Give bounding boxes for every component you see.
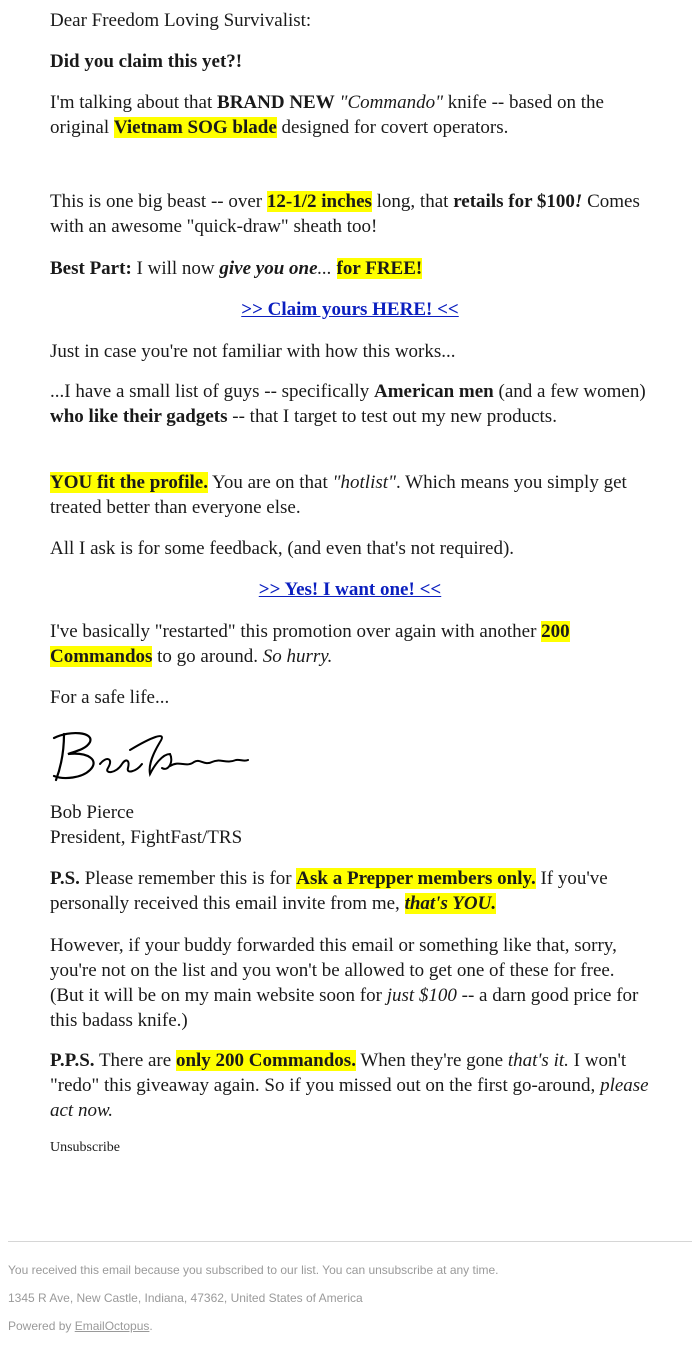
highlight-length: 12-1/2 inches [266, 191, 372, 212]
profile-paragraph: YOU fit the profile. You are on that "hotlist". Which means you simply get treated better than everyone else. [50, 472, 627, 518]
footer-address: 1345 R Ave, New Castle, Indiana, 47362, United States of America [8, 1291, 363, 1305]
want-one-link[interactable]: >> Yes! I want one! << [258, 579, 442, 600]
unsubscribe-link[interactable]: Unsubscribe [50, 1140, 120, 1155]
ps-paragraph: P.S. Please remember this is for Ask a Prepper members only. If you've personally received this email invite from me, that's YOU. [50, 868, 608, 914]
highlight-only-200: only 200 Commandos. [175, 1050, 356, 1071]
footer-powered-by: Powered by EmailOctopus. [8, 1319, 153, 1333]
signer-name: Bob Pierce [50, 802, 134, 823]
highlight-thats-you: that's YOU. [404, 893, 497, 914]
greeting: Dear Freedom Loving Survivalist: [50, 10, 312, 31]
highlight-members-only: Ask a Prepper members only. [296, 868, 536, 889]
knife-details-paragraph: This is one big beast -- over 12-1/2 inches long, that retails for $100! Comes with an awesome "quick-draw" sheath too! [50, 191, 640, 237]
intro-paragraph: I'm talking about that BRAND NEW "Commando" knife -- based on the original Vietnam SOG blade designed for covert operators. [50, 92, 604, 138]
emailoctopus-link[interactable]: EmailOctopus [74, 1319, 150, 1333]
how-it-works-paragraph: Just in case you're not familiar with how this works... [50, 341, 456, 362]
signer-title: President, FightFast/TRS [50, 827, 243, 848]
cta-claim-wrapper [50, 297, 650, 322]
forwarded-paragraph: However, if your buddy forwarded this email or something like that, sorry, you're not on the list and you won't be allowed to get one of these for free. (But it will be on my main website soon for just $100 -- a darn good price for this badass knife.) [50, 935, 639, 1031]
restarted-paragraph: I've basically "restarted" this promotion over again with another 200 Commandos to go around. So hurry. [50, 621, 570, 667]
best-part-paragraph: Best Part: I will now give you one... for FREE! [50, 258, 423, 279]
headline: Did you claim this yet?! [50, 51, 243, 72]
highlight-sog-blade: Vietnam SOG blade [113, 117, 277, 138]
footer-divider [8, 1241, 692, 1242]
highlight-free: for FREE! [336, 258, 423, 279]
small-list-paragraph: ...I have a small list of guys -- specifically American men (and a few women) who like their gadgets -- that I target to test out my new products. [50, 381, 646, 427]
highlight-profile: YOU fit the profile. [50, 472, 208, 493]
handwritten-signature [50, 724, 250, 786]
claim-yours-link[interactable]: >> Claim yours HERE! << [241, 299, 459, 320]
pps-paragraph: P.P.S. There are only 200 Commandos. When they're gone that's it. I won't "redo" this giveaway again. So if you missed out on the first go-around, please act now. [50, 1050, 649, 1121]
cta-want-wrapper [50, 577, 650, 602]
highlight-200-commandos: 200 Commandos [50, 621, 570, 667]
sign-off: For a safe life... [50, 687, 170, 708]
footer-notice: You received this email because you subscribed to our list. You can unsubscribe at any time. [8, 1263, 499, 1277]
feedback-paragraph: All I ask is for some feedback, (and even that's not required). [50, 538, 515, 559]
